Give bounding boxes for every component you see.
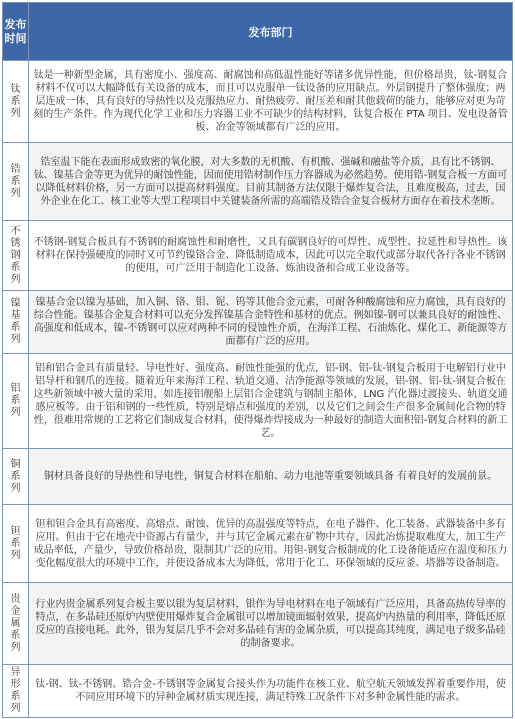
table-row <box>3 583 513 665</box>
header-release-time: 发布时间 <box>3 3 29 61</box>
table-row <box>3 354 513 449</box>
category-cell: 钽系列 <box>3 505 29 583</box>
description-cell: 铜材具备良好的导热性和导电性，铜复合材料在船舶、动力电池等重要领域具备 有着良好的发展前景。 <box>29 449 513 505</box>
category-cell: 贵金属系列 <box>3 583 29 665</box>
category-cell: 异形系列 <box>3 665 29 718</box>
category-cell: 锆系列 <box>3 143 29 221</box>
header-row <box>3 3 513 61</box>
table-row <box>3 221 513 291</box>
table-row <box>3 505 513 583</box>
description-cell: 钽和钽合金具有高密度、高熔点、耐蚀、优异的高温强度等特点，在电子器件、化工装备、武器装备中多有应用。但由于它在地壳中资源占有量少，并与其它金属元素在矿物中共存，因此冶炼提取难度大，加工生产成品率低，产量少，导致价格昂贵，限制其广泛的应用。用钽-钢复合板制成的化工设备能适应在温度和压力变化幅度很大的环境中工作，并使设备成本大为降低，常用于化工、环保领域的反应釜、塔器等设备制造。 <box>29 505 513 583</box>
table-row <box>3 291 513 354</box>
composite-material-table <box>2 2 513 718</box>
category-cell: 铜系列 <box>3 449 29 505</box>
description-cell: 钛是一种新型金属，具有密度小、强度高、耐腐蚀和高低温性能好等诸多优异性能，但价格昂贵，钛-钢复合材料不仅可以大幅降低有关设备的成本，而且可以克服单一钛设备的应用缺点。外层钢提升了整体强度；两层连成一体，具有良好的导热性以及克服热应力、耐热疲劳、耐压差和耐其他载荷的能力，能够应对更为苛刻的生产条件。作为现代化学工业和压力容器工业不可缺少的结构材料，钛复合板在 PTA 项目、发电设备管板、冶金等领域都有广泛的应用。 <box>29 61 513 143</box>
table-row <box>3 143 513 221</box>
table-row <box>3 449 513 505</box>
header-release-department: 发布部门 <box>29 3 513 61</box>
category-cell: 镍基系列 <box>3 291 29 354</box>
table-row <box>3 61 513 143</box>
description-cell: 镍基合金以镍为基础，加入铜、铬、钼、铌、钨等其他合金元素，可耐各种酸腐蚀和应力腐蚀，具有良好的综合性能。镍基合金复合材料可以充分发挥镍基合金特性和基材的优点。例如镍-钢可以兼具良好的耐蚀性、高强度和低成本，镍-不锈钢可以应对两种不同的侵蚀性介质，在海洋工程、石油炼化、煤化工、新能源等方面都有广泛的应用。 <box>29 291 513 354</box>
page <box>2 2 513 717</box>
description-cell: 不锈钢-钢复合板具有不锈钢的耐腐蚀性和耐磨性，又具有碳钢良好的可焊性、成型性、拉延性和导热性。该材料在保持强硬度的同时又可节约镍铬合金、降低制造成本，因此可以完全取代或部分取代各行各业不锈钢的使用，可广泛用于制造化工设备、炼油设备和合成工业设备等。 <box>29 221 513 291</box>
table-row <box>3 665 513 718</box>
description-cell: 行业内贵金属系列复合板主要以银为复层材料，银作为导电材料在电子领域有广泛应用，具备高热传导率的特点，在多晶硅还原炉内壁使用爆炸复合金属银可以增加镜面辐射效果，提高炉内热量的利用率，降低还原反应的直接电耗。此外，银为复层几乎不会对多晶硅有害的金属杂质，可以提高其纯度，满足电子级多晶硅的制备要求。 <box>29 583 513 665</box>
category-cell: 不锈钢系列 <box>3 221 29 291</box>
category-cell: 钛系列 <box>3 61 29 143</box>
category-cell: 铝系列 <box>3 354 29 449</box>
description-cell: 铝和铝合金具有质量轻、导电性好、强度高、耐蚀性能强的优点，铝-钢、铝-钛-钢复合板用于电解铝行业中铝导杆和钢爪的连接。随着近年来海洋工程、轨道交通、洁净能源等领域的发展，铝-钢、铝-钛-钢复合板在这些新领域中被大量的采用，如连接铝舰船上层铝合金建筑与钢制主船体，LNG 汽化器过渡接头、轨道交通感应板等。由于铝和钢的一些性质，特别是熔点和强度的差别，以及它们之间会生产很多金属间化合物的特性，很难用常规的工艺将它们制成复合材料，使得爆炸焊接成为一种最好的制造大面积铝-钢复合材料的新工艺。 <box>29 354 513 449</box>
description-cell: 钛-钢、钛-不锈钢、锆合金-不锈钢等金属复合接头作为功能件在核工业、航空航天领域发挥着重要作用，使不同应用环境下的异种金属材质实现连接，满足特殊工况条件下对多种金属性能的需求。 <box>29 665 513 718</box>
description-cell: 锆室温下能在表面形成致密的氧化膜，对大多数的无机酸、有机酸、强碱和融盐等介质，具有比不锈钢、钛、镍基合金等更为优异的耐蚀性能，因而使用锆材制作压力容器成为必然趋势。使用锆-钢复合板一方面可以降低材料价格，另一方面可以提高材料强度。目前其制备方法仅限于爆炸复合法，且难度极高，过去，国外企业在化工、核工业等大型工程项目中关键装备所需的高端锆及锆合金复合板材方面存在着技术垄断。 <box>29 143 513 221</box>
